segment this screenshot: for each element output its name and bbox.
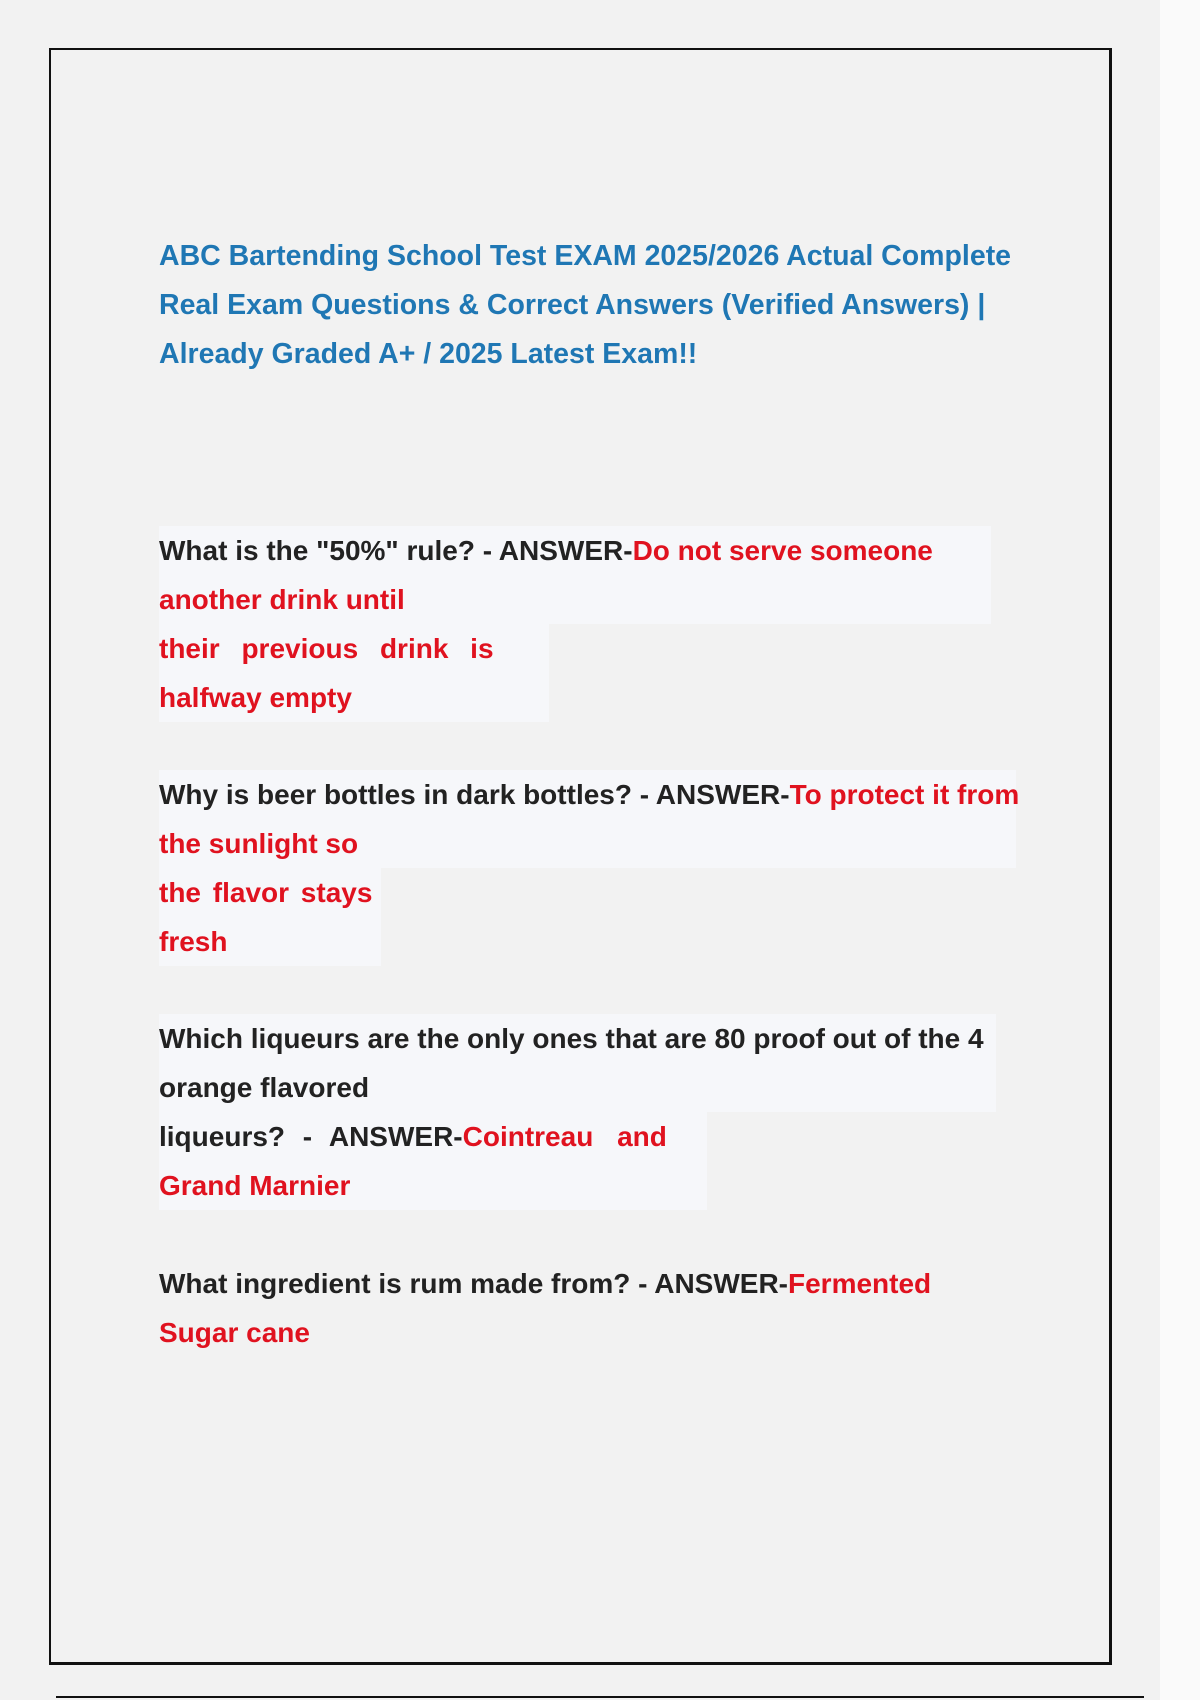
question-text: Why is beer bottles in dark bottles? - ANSWER- (159, 779, 790, 810)
qa-item-2 (159, 770, 1020, 966)
answer-text: Fermented (788, 1268, 932, 1299)
qa-4-line-1 (159, 1259, 934, 1308)
title-line-1: ABC Bartending School Test EXAM 2025/2026 Actual Complete (159, 240, 1012, 272)
next-page-edge (56, 1696, 1144, 1698)
answer-text: another drink until (159, 575, 991, 624)
question-text: orange flavored (159, 1063, 996, 1112)
title-line-3: Already Graded A+ / 2025 Latest Exam!! (159, 338, 698, 370)
answer-text: fresh (159, 917, 381, 966)
answer-text: Sugar cane (159, 1317, 310, 1348)
qa-2-line-1 (159, 770, 1020, 819)
answer-text: Cointreau and (462, 1121, 667, 1152)
question-text: What is the "50%" rule? - ANSWER- (159, 535, 633, 566)
qa-item-4 (159, 1259, 934, 1357)
answer-text: the sunlight so (159, 819, 1016, 868)
answer-text: their previous drink is (159, 624, 549, 673)
question-text: liqueurs? - ANSWER- (159, 1121, 463, 1152)
question-text: What ingredient is rum made from? - ANSWER- (159, 1268, 788, 1299)
qa-item-1 (159, 526, 991, 722)
answer-text: halfway empty (159, 673, 549, 722)
answer-text: the flavor stays (159, 868, 381, 917)
viewer-right-strip (1160, 0, 1200, 1700)
question-text: Which liqueurs are the only ones that are 80 proof out of the 4 (159, 1014, 996, 1063)
qa-1-line-1 (159, 526, 991, 575)
qa-item-3 (159, 1014, 996, 1210)
qa-3-line-3 (159, 1112, 707, 1161)
answer-text: Grand Marnier (159, 1161, 707, 1210)
title-line-2: Real Exam Questions & Correct Answers (Verified Answers) | (159, 289, 986, 321)
document-title (159, 232, 1039, 379)
answer-text: Do not serve someone (632, 535, 933, 566)
answer-text: To protect it from (789, 779, 1020, 810)
